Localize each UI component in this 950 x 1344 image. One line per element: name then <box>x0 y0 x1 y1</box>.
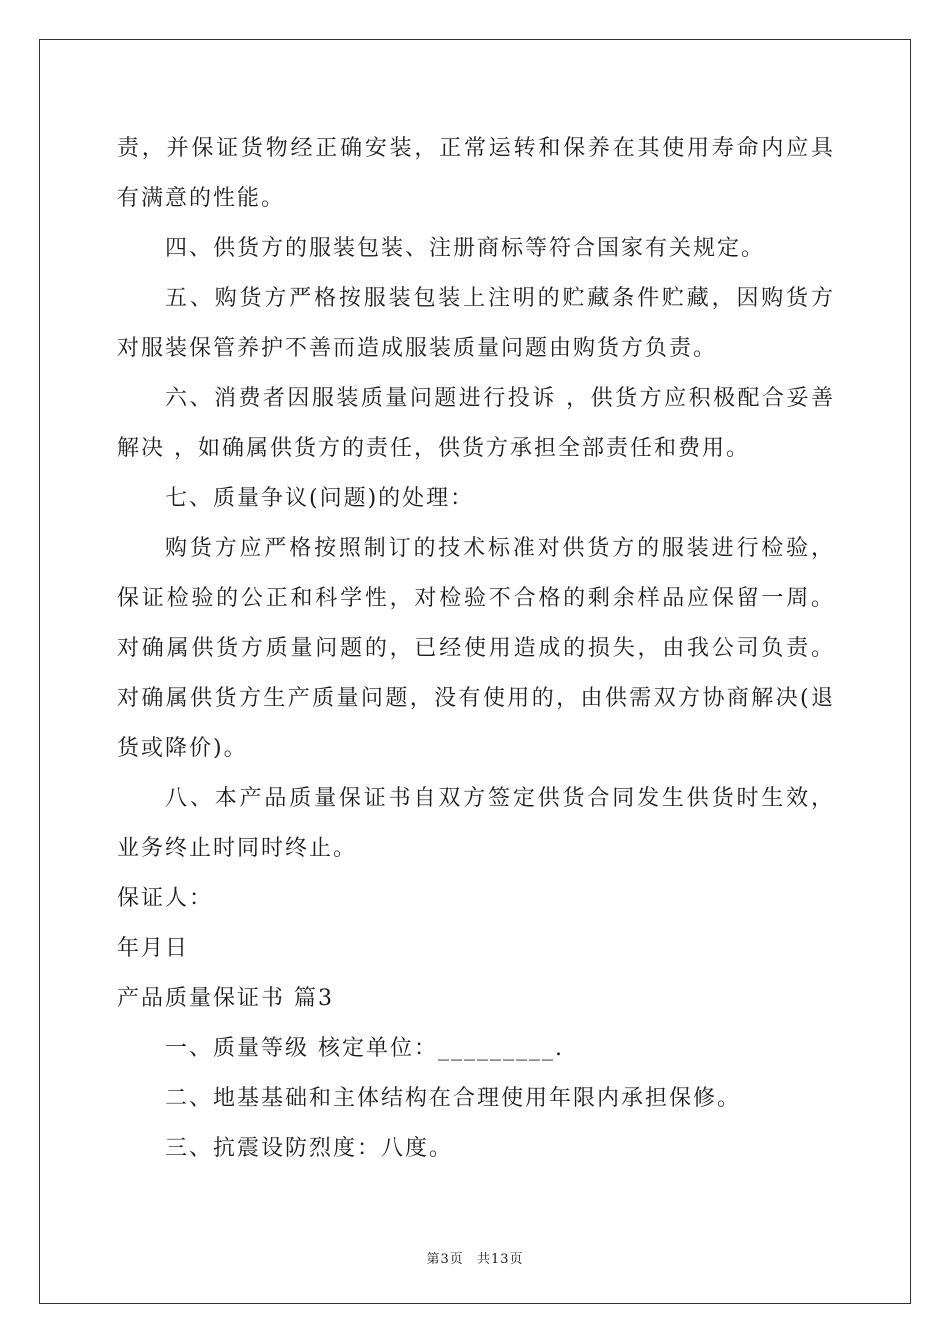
page-footer <box>0 1248 950 1267</box>
document-body <box>117 124 835 1174</box>
page-number: 第3页 <box>426 1252 464 1267</box>
paragraph: 责，并保证货物经正确安装，正常运转和保养在其使用寿命内应具有满意的性能。 <box>117 136 835 211</box>
paragraph: 八、本产品质量保证书自双方签定供货合同发生供货时生效，业务终止时同时终止。 <box>117 786 835 861</box>
paragraph: 六、消费者因服装质量问题进行投诉 ，供货方应积极配合妥善解决 ，如确属供货方的责任，供货方承担全部责任和费用。 <box>117 386 835 461</box>
section-heading: 产品质量保证书 篇3 <box>117 986 334 1011</box>
paragraph: 四、供货方的服装包装、注册商标等符合国家有关规定。 <box>165 236 766 261</box>
signature-label: 保证人： <box>117 886 214 911</box>
paragraph: 五、购货方严格按服装包装上注明的贮藏条件贮藏，因购货方对服装保管养护不善而造成服装质量问题由购货方负责。 <box>117 286 835 361</box>
paragraph: 二、地基基础和主体结构在合理使用年限内承担保修。 <box>165 1086 742 1111</box>
date-line: 年月日 <box>117 936 190 961</box>
paragraph: 七、质量争议(问题)的处理： <box>165 486 475 511</box>
paragraph: 一、质量等级 核定单位：_________. <box>165 1036 564 1061</box>
paragraph: 三、抗震设防烈度：八度。 <box>165 1136 454 1161</box>
paragraph: 购货方应严格按照制订的技术标准对供货方的服装进行检验，保证检验的公正和科学性，对检验不合格的剩余样品应保留一周。对确属供货方质量问题的，已经使用造成的损失，由我公司负责。对确属供货方生产质量问题，没有使用的，由供需双方协商解决(退货或降价)。 <box>117 536 835 761</box>
page-total: 共13页 <box>476 1252 524 1267</box>
